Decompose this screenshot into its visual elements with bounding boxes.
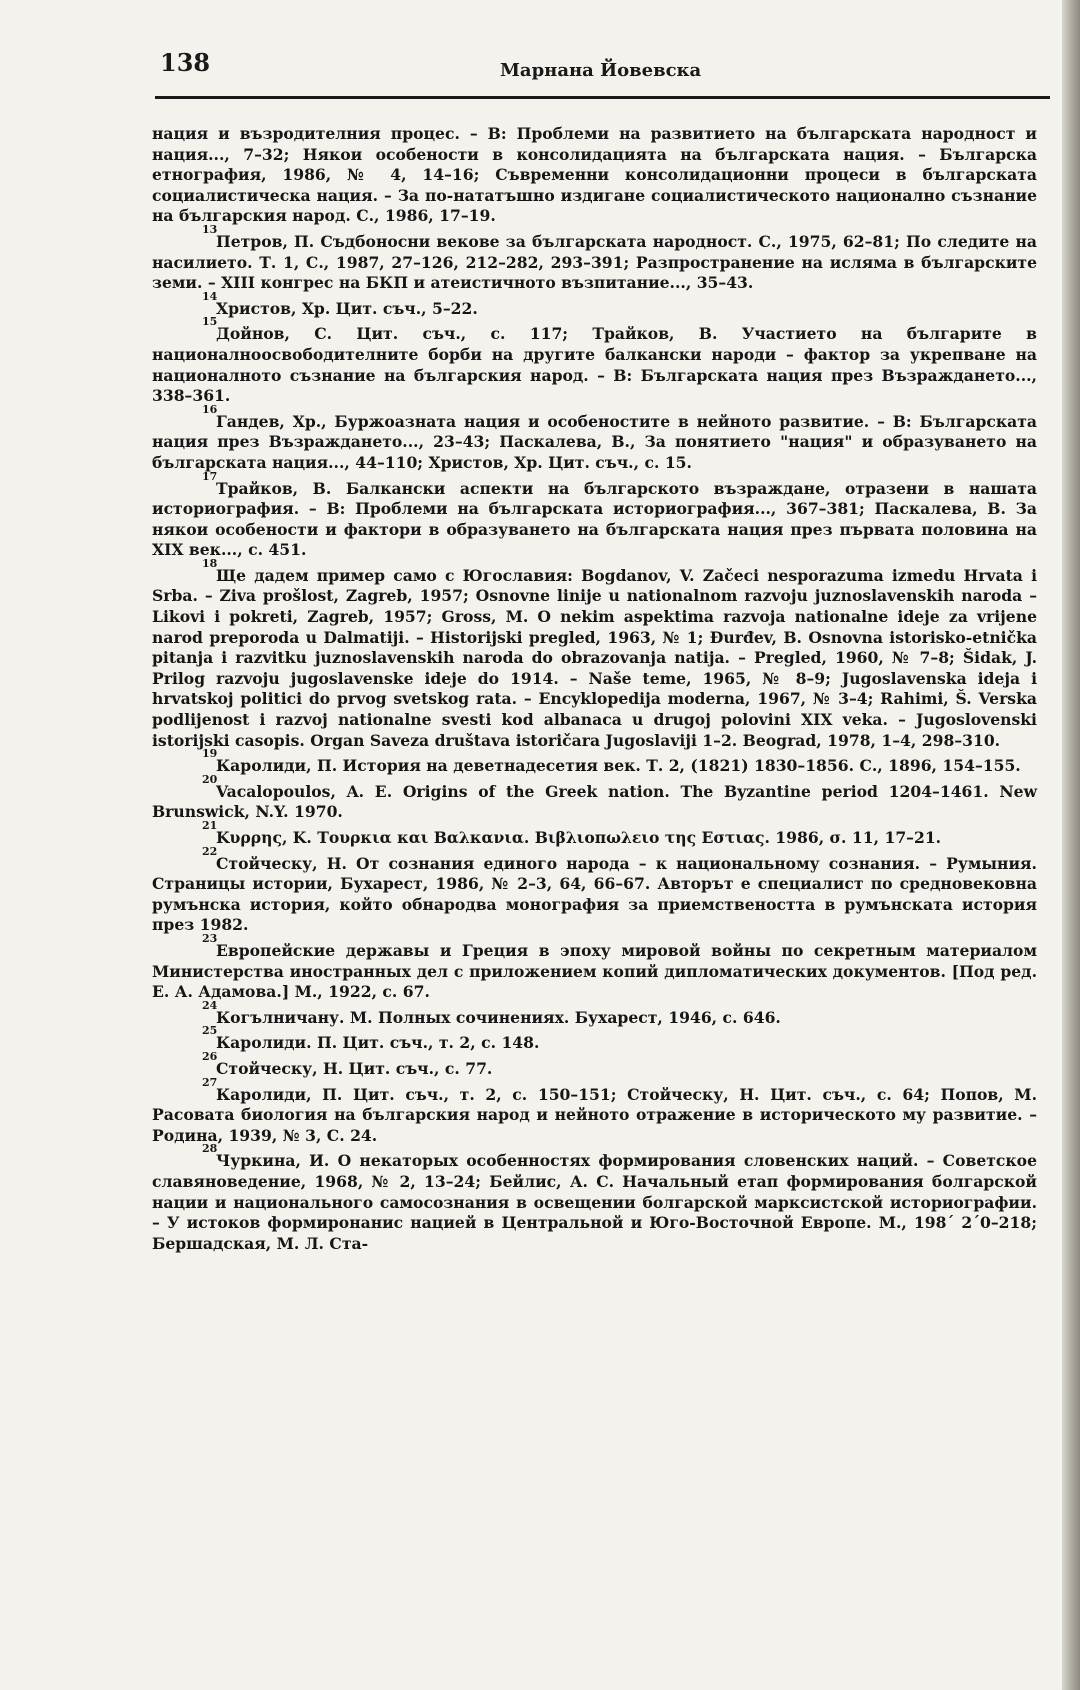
footnote-text: Христов, Хр. Цит. съч., 5–22. (216, 298, 478, 318)
footnote-text: Стойческу, Н. Цит. съч., с. 77. (216, 1058, 493, 1078)
header-rule (155, 96, 1050, 99)
footnote-text: Гандев, Хр., Буржоазната нация и особеностите в нейното развитие. – В: Българската нация през Възраждането..., 23–43; Паскалева, В., За понятието "нация" и образуването на българската нация..., 44–110; Христов, Хр. Цит. съч., с. 15. (152, 411, 1037, 472)
footnote (152, 1049, 1037, 1080)
footnote (152, 931, 1037, 1003)
footnote-number: 16 (202, 402, 218, 416)
footnotes (152, 124, 1037, 1259)
footnote-text: Ще дадем пример само с Югославия: Bogdanov, V. Začeci nesporazuma izmedu Hrvata i Srba. – Ziva prošlost, Zagreb, 1957; Osnovne linije u nationalnom razvoju juznoslavenskih naroda – Likovi i pokreti, Zagreb, 1957; Gross, M. O nekim aspektima razvoja nationalne ideje za vrijene narod preporoda u Dalmatiji. – Historijski pregled, 1963, № 1; Đurđev, B. Osnovna istorisko-etnička pitanja i razvitku juznoslavenskih naroda do obrazovanja natija. – Pregled, 1960, № 7–8; Šidak, J. Prilog razvoju jugoslavenske ideje do 1914. – Naše teme, 1965, № 8–9; Jugoslavenska ideja i hrvatskoj politici do prvog svetskog rata. – Encyklopedija moderna, 1967, № 3–4; Rahimi, Š. Verska podlijenost i razvoj nationalne svesti kod albanaca u drugoj polovini XIX veka. – Jugoslovenski istorijski casopis. Organ Saveza društava istoričara Jugoslaviji 1–2. Beograd, 1978, 1–4, 298–310. (152, 565, 1037, 750)
footnote-number: 26 (202, 1049, 218, 1063)
page-edge-shadow (1062, 0, 1080, 1690)
footnote (152, 998, 1037, 1029)
footnote (152, 469, 1037, 561)
footnote (152, 222, 1037, 294)
footnote (152, 1024, 1037, 1054)
footnote-number: 25 (202, 1024, 218, 1038)
footnote-number: 24 (202, 998, 218, 1012)
footnote-number: 21 (202, 819, 218, 832)
footnote-text: Каролиди, П. Цит. съч., т. 2, с. 150–151; Стойческу, Н. Цит. съч., с. 64; Попов, М. Расовата биология на българския народ и нейното отражение в историческото му развитие. – Родина, 1939, № 3, С. 24. (152, 1084, 1037, 1145)
footnote (152, 747, 1037, 777)
footnote-text: Κυρρης, Κ. Τουρκια και Βαλκανια. Βιβλιοπωλειο της Εστιας. 1986, σ. 11, 17–21. (216, 828, 942, 847)
footnote-text: Дойнов, С. Цит. съч., с. 117; Трайков, В. Участието на българите в националноосвободителните борби на другите балкански народи – фактор за укрепване на националното съзнание на българския народ. – В: Българската нация през Възраждането..., 338–361. (152, 324, 1037, 406)
footnote (152, 556, 1037, 751)
footnote-text: Когълничану. М. Полных сочинениях. Бухарест, 1946, с. 646. (216, 1007, 781, 1027)
footnote-text: Каролиди, П. История на деветнадесетия век. Т. 2, (1821) 1830–1856. С., 1896, 154–155. (216, 756, 1021, 776)
footnote-number: 22 (202, 844, 218, 858)
footnote-number: 27 (202, 1075, 218, 1089)
page-header (160, 48, 1050, 98)
footnote-number: 18 (202, 556, 218, 570)
footnote-text: Стойческу, Н. От сознания единого народа – к национальному сознания. – Румыния. Страницы истории, Бухарест, 1986, № 2–3, 64, 66–67. Авторът е специалист по средновековна румънска история, който обнародва монография за приемствеността в румънската история през 1982. (152, 853, 1037, 935)
footnote-text: Петров, П. Съдбоносни векове за българската народност. С., 1975, 62–81; По следите на насилието. Т. 1, С., 1987, 27–126, 212–282, 293–391; Разпространение на исляма в българските земи. – XIII конгрес на БКП и атеистичното възпитание..., 35–43. (152, 231, 1037, 293)
footnote (152, 844, 1037, 936)
footnote-number: 13 (202, 222, 218, 236)
footnote-text: Vacalopoulos, A. E. Origins of the Greek nation. The Byzantine period 1204–1461. New Brunswick, N.Y. 1970. (152, 781, 1037, 822)
footnote (152, 819, 1037, 849)
footnote (152, 772, 1037, 823)
footnote-number: 20 (202, 772, 218, 786)
footnote-number: 19 (202, 747, 218, 761)
running-head: Марнана Йовевска (500, 60, 702, 81)
footnote (152, 1142, 1037, 1254)
footnote (152, 315, 1037, 406)
footnote-number: 14 (202, 289, 218, 303)
footnote (152, 1075, 1037, 1147)
footnote-text: Чуркина, И. О некаторых особенностях формирования словенских наций. – Советское славяноведение, 1968, № 2, 13–24; Бейлис, А. С. Начальный етап формирования болгарской нации и национального самосознания в освещении болгарской марксистской историографии. – У истоков формиронанис нацией в Центральной и Юго-Восточной Европе. М., 198´ 2´0–218; Бершадская, М. Л. Ста- (152, 1151, 1037, 1253)
footnote (152, 289, 1037, 320)
footnote-text: Каролиди. П. Цит. съч., т. 2, с. 148. (216, 1033, 540, 1053)
footnote-number: 17 (202, 469, 218, 483)
footnote-number: 15 (202, 315, 218, 329)
footnote (152, 402, 1037, 474)
page-number: 138 (160, 48, 211, 77)
footnote-number: 23 (202, 931, 218, 945)
footnote-continuation (152, 124, 1037, 227)
footnote-text: Европейские державы и Греция в эпоху мировой войны по секретным материалом Министерства иностранных дел с приложением копий дипломатических документов. [Под ред. Е. А. Адамова.] М., 1922, с. 67. (152, 940, 1037, 1002)
footnote-number: 28 (202, 1142, 218, 1156)
footnote-text: нация и възродителния процес. – В: Проблеми на развитието на българската народност и нация..., 7–32; Някои особености в консолидацията на българската нация. – Българска етнография, 1986, № 4, 14–16; Съвременни консолидационни процеси в българската социалистическа нация. – За по-нататъшно издигане социалистическото национално съзнание на българския народ. С., 1986, 17–19. (152, 124, 1037, 226)
footnote-text: Трайков, В. Балкански аспекти на българското възраждане, отразени в нашата историография. – В: Проблеми на българската историография..., 367–381; Паскалева, В. За някои особености и фактори в образуването на българската нация през първата половина на XIX век..., с. 451. (152, 478, 1037, 560)
